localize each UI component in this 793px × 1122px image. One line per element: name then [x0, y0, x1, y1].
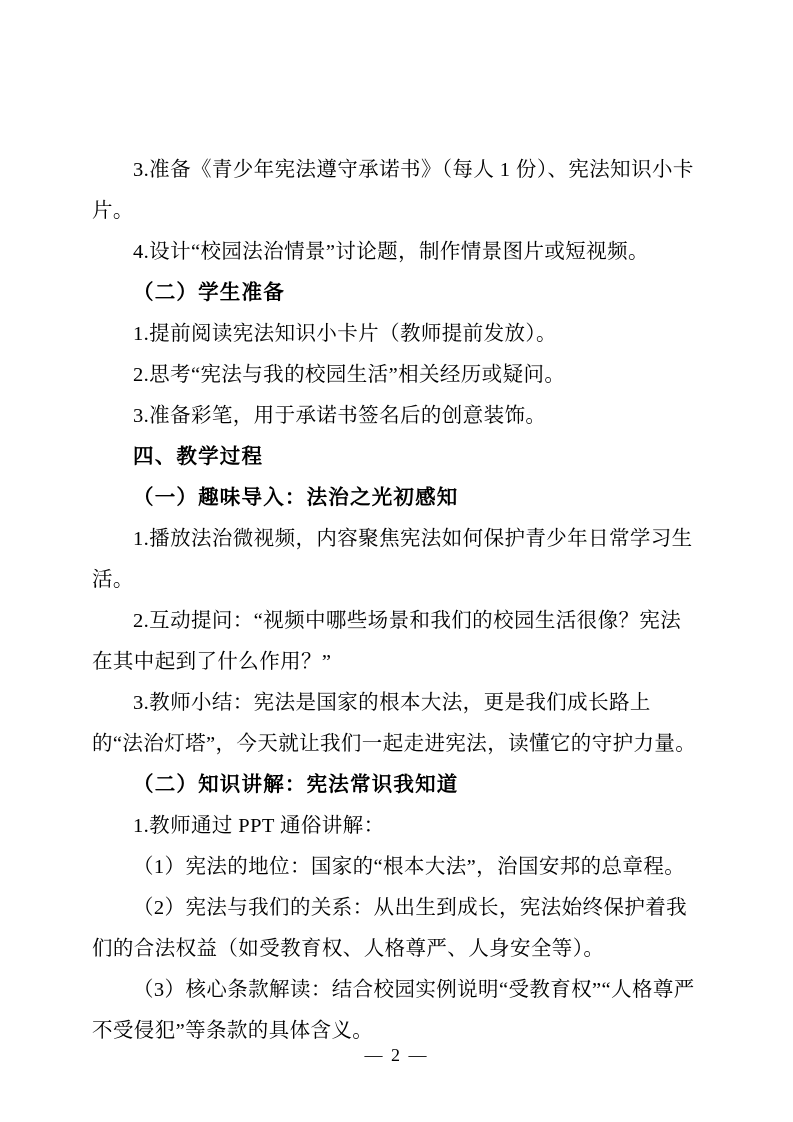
paragraph-ppt-explain: 1.教师通过 PPT 通俗讲解： — [133, 815, 385, 837]
paragraph-core-clause-interpretation: （3）核心条款解读：结合校园实例说明“受教育权”“人格尊严不受侵犯”等条款的具体含义。 — [92, 979, 695, 1042]
page-number: — 2 — — [364, 1045, 429, 1065]
page-footer — [0, 1045, 793, 1066]
heading-fun-introduction: （一）趣味导入：法治之光初感知 — [133, 487, 459, 509]
paragraph-constitution-relation: （2）宪法与我们的关系：从出生到成长，宪法始终保护着我们的合法权益（如受教育权、人格尊严、人身安全等）。 — [92, 897, 688, 960]
paragraph-prep-item-4: 4.设计“校园法治情景”讨论题，制作情景图片或短视频。 — [133, 241, 649, 263]
paragraph-student-item-1: 1.提前阅读宪法知识小卡片（教师提前发放）。 — [133, 323, 557, 345]
document-body — [92, 150, 701, 1052]
paragraph-intro-item-1: 1.播放法治微视频，内容聚焦宪法如何保护青少年日常学习生活。 — [92, 528, 693, 591]
paragraph-prep-item-3: 3.准备《青少年宪法遵守承诺书》（每人 1 份）、宪法知识小卡片。 — [92, 159, 694, 222]
paragraph-intro-item-2: 2.互动提问：“视频中哪些场景和我们的校园生活很像？宪法在其中起到了什么作用？” — [92, 610, 682, 673]
heading-teaching-process: 四、教学过程 — [133, 446, 264, 468]
heading-knowledge-explanation: （二）知识讲解：宪法常识我知道 — [133, 774, 459, 796]
paragraph-student-item-3: 3.准备彩笔，用于承诺书签名后的创意装饰。 — [133, 405, 547, 427]
paragraph-constitution-status: （1）宪法的地位：国家的“根本大法”，治国安邦的总章程。 — [133, 856, 686, 878]
heading-student-preparation: （二）学生准备 — [133, 282, 285, 304]
paragraph-intro-item-3: 3.教师小结：宪法是国家的根本大法，更是我们成长路上的“法治灯塔”，今天就让我们一起走进宪法，读懂它的守护力量。 — [92, 692, 697, 755]
paragraph-student-item-2: 2.思考“宪法与我的校园生活”相关经历或疑问。 — [133, 364, 566, 386]
